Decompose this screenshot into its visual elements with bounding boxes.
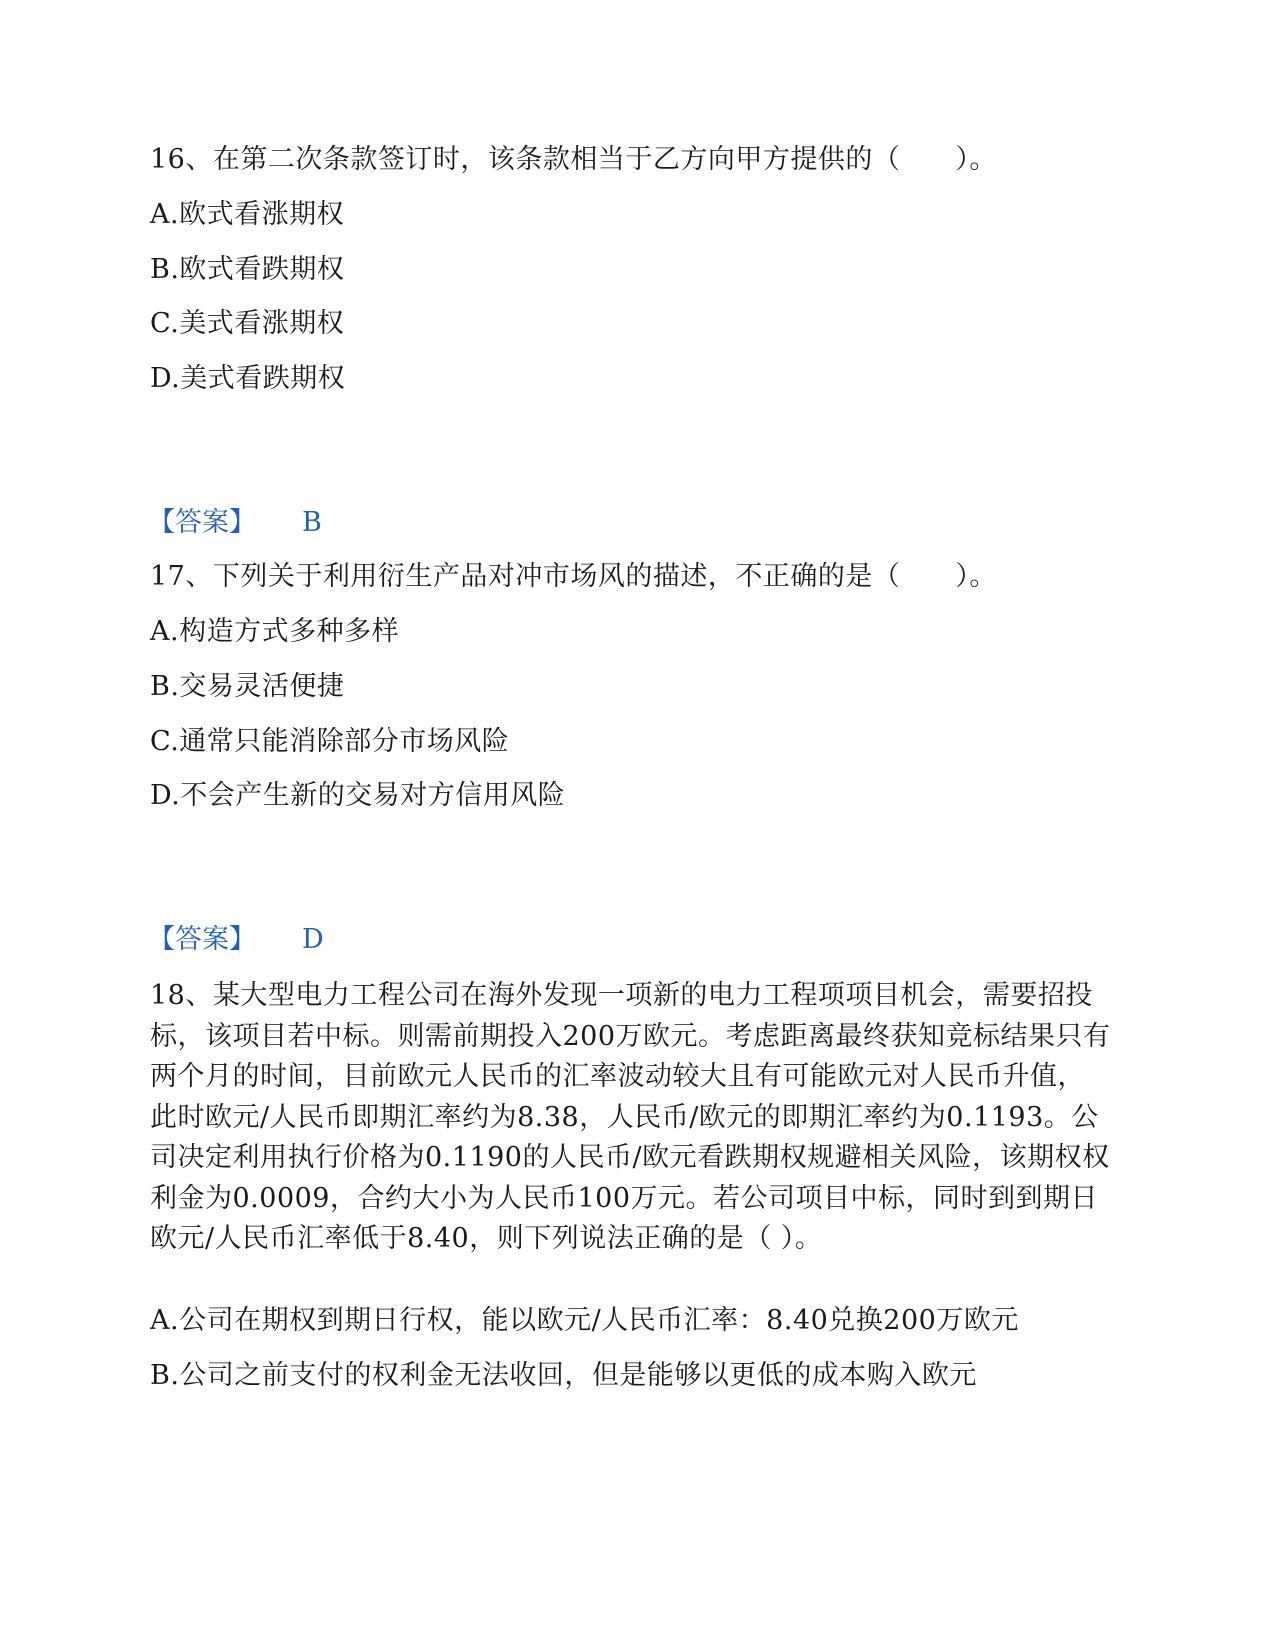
question-17-option-d: D.不会产生新的交易对方信用风险	[150, 780, 566, 811]
question-17-stem: 17、下列关于利用衍生产品对冲市场风的描述，不正确的是（ ）。	[150, 561, 997, 592]
question-18-option-a: A.公司在期权到期日行权，能以欧元/人民币汇率：8.40兑换200万欧元	[150, 1305, 1019, 1336]
question-18-stem: 18、某大型电力工程公司在海外发现一项新的电力工程项项目机会，需要招投标，该项目若中标。则需前期投入200万欧元。考虑距离最终获知竞标结果只有两个月的时间，目前欧元人民币的汇率波动较大且有可能欧元对人民币升值，此时欧元/人民币即期汇率约为8.38，人民币/欧元的即期汇率约为0.1193。公司决定利用执行价格为0.1190的人民币/欧元看跌期权规避相关风险，该期权权利金为0.0009，合约大小为人民币100万元。若公司项目中标，同时到到期日欧元/人民币汇率低于8.40，则下列说法正确的是（ ）。	[150, 980, 1111, 1254]
question-16-option-d: D.美式看跌期权	[150, 363, 346, 394]
question-17-option-c: C.通常只能消除部分市场风险	[150, 726, 510, 757]
question-18-option-b: B.公司之前支付的权利金无法收回，但是能够以更低的成本购入欧元	[150, 1360, 977, 1391]
question-17-answer	[148, 922, 324, 958]
question-17-option-b: B.交易灵活便捷	[150, 671, 345, 702]
question-16-stem: 16、在第二次条款签订时，该条款相当于乙方向甲方提供的（ ）。	[150, 144, 997, 175]
question-16-option-b: B.欧式看跌期权	[150, 254, 345, 285]
answer-value: B	[302, 507, 322, 538]
answer-label: 【答案】	[148, 924, 256, 955]
question-16-option-a: A.欧式看涨期权	[150, 199, 345, 230]
question-16-answer	[148, 505, 322, 541]
answer-label: 【答案】	[148, 507, 256, 538]
question-16-option-c: C.美式看涨期权	[150, 308, 345, 339]
question-17-option-a: A.构造方式多种多样	[150, 616, 400, 647]
answer-value: D	[302, 924, 324, 955]
